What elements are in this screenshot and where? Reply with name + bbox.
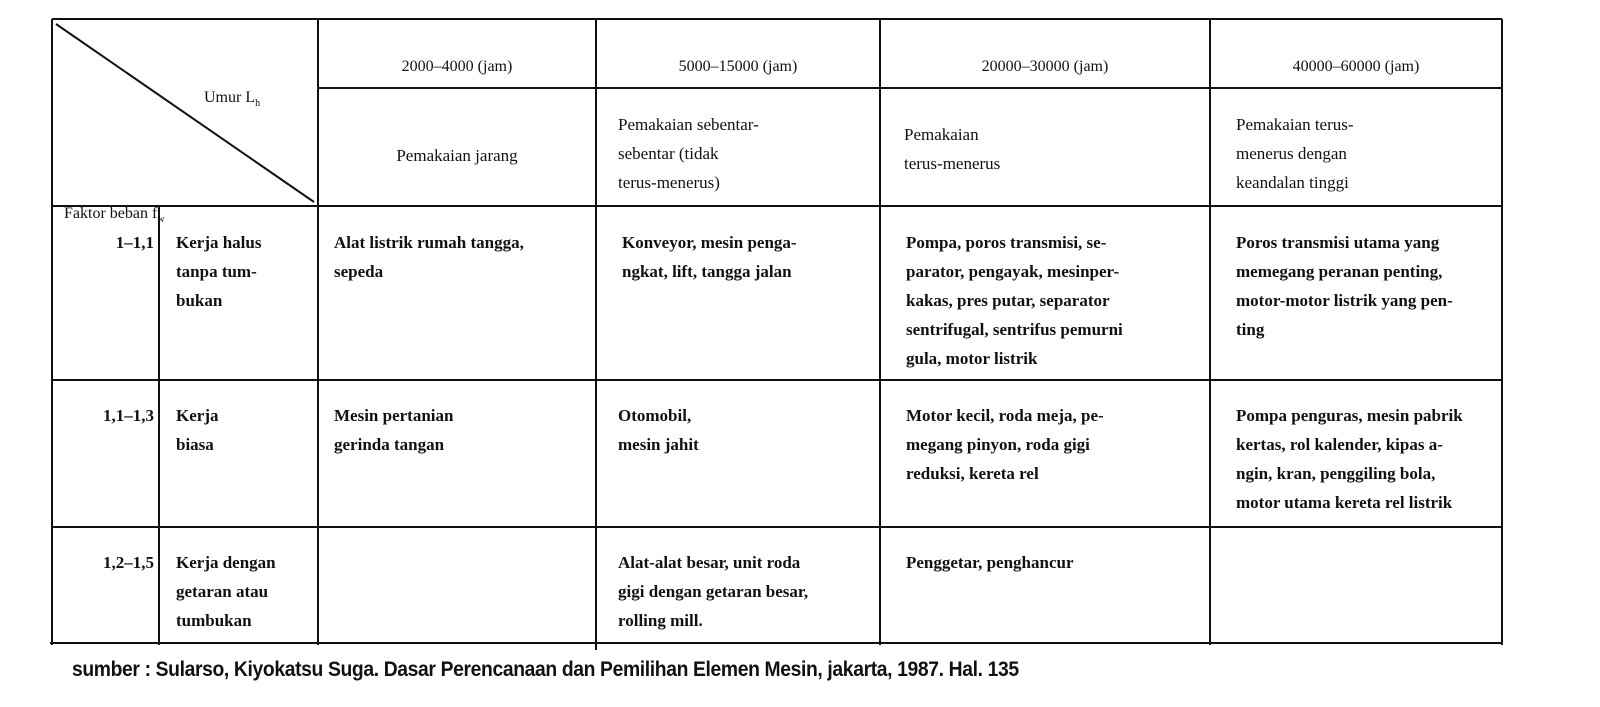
row3-cell3: Penggetar, penghancur: [906, 553, 1074, 572]
usage-header-3: Pemakaian terus-menerus: [904, 125, 1001, 173]
faktor-label: Faktor beban $f_w$: [64, 205, 165, 226]
row1-cell3: Pompa, poros transmisi, se- parator, pengayak, mesinper- kakas, pres putar, separator sentrifugal, sentrifus pemurni gula, motor listrik: [906, 233, 1123, 368]
row2-cell4: Pompa penguras, mesin pabrik kertas, rol kalender, kipas a- ngin, kran, penggiling bola, motor utama kereta rel listrik: [1236, 406, 1463, 512]
row2-cell3: Motor kecil, roda meja, pe- megang pinyon, roda gigi reduksi, kereta rel: [906, 406, 1104, 483]
row2-cell1: Mesin pertanian gerinda tangan: [334, 406, 454, 454]
row3-cell2: Alat-alat besar, unit roda gigi dengan getaran besar, rolling mill.: [618, 553, 809, 630]
lifetime-header-2: 5000–15000 (jam): [678, 58, 798, 75]
row1-cell4: Poros transmisi utama yang memegang peranan penting, motor-motor listrik yang pen- ting: [1236, 233, 1453, 339]
row3-work: Kerja dengan getaran atau tumbukan: [176, 553, 276, 630]
lifetime-header-1: 2000–4000 (jam): [401, 58, 513, 75]
row3-factor: 1,2–1,5: [103, 553, 154, 572]
lifetime-header-4: 40000–60000 (jam): [1292, 58, 1420, 75]
row2-work: Kerja biasa: [176, 406, 219, 454]
row1-cell2: Konveyor, mesin penga- ngkat, lift, tangga jalan: [622, 233, 797, 281]
row1-cell1: Alat listrik rumah tangga, sepeda: [334, 233, 524, 281]
usage-header-1: Pemakaian jarang: [396, 146, 518, 165]
usage-header-2: Pemakaian sebentar- sebentar (tidak terus-menerus): [618, 115, 759, 192]
row2-cell2: Otomobil, mesin jahit: [618, 406, 699, 454]
source-caption: sumber : Sularso, Kiyokatsu Suga. Dasar Perencanaan dan Pemilihan Elemen Mesin, jakarta, 1987. Hal. 135: [72, 658, 1019, 681]
umur-label: Umur $L_h$: [204, 89, 261, 110]
lifetime-header-3: 20000–30000 (jam): [981, 58, 1109, 75]
usage-header-4: Pemakaian terus- menerus dengan keandalan tinggi: [1236, 115, 1354, 192]
row1-factor: 1–1,1: [115, 233, 154, 252]
row2-factor: 1,1–1,3: [103, 406, 154, 425]
row1-work: Kerja halus tanpa tum- bukan: [176, 233, 262, 310]
